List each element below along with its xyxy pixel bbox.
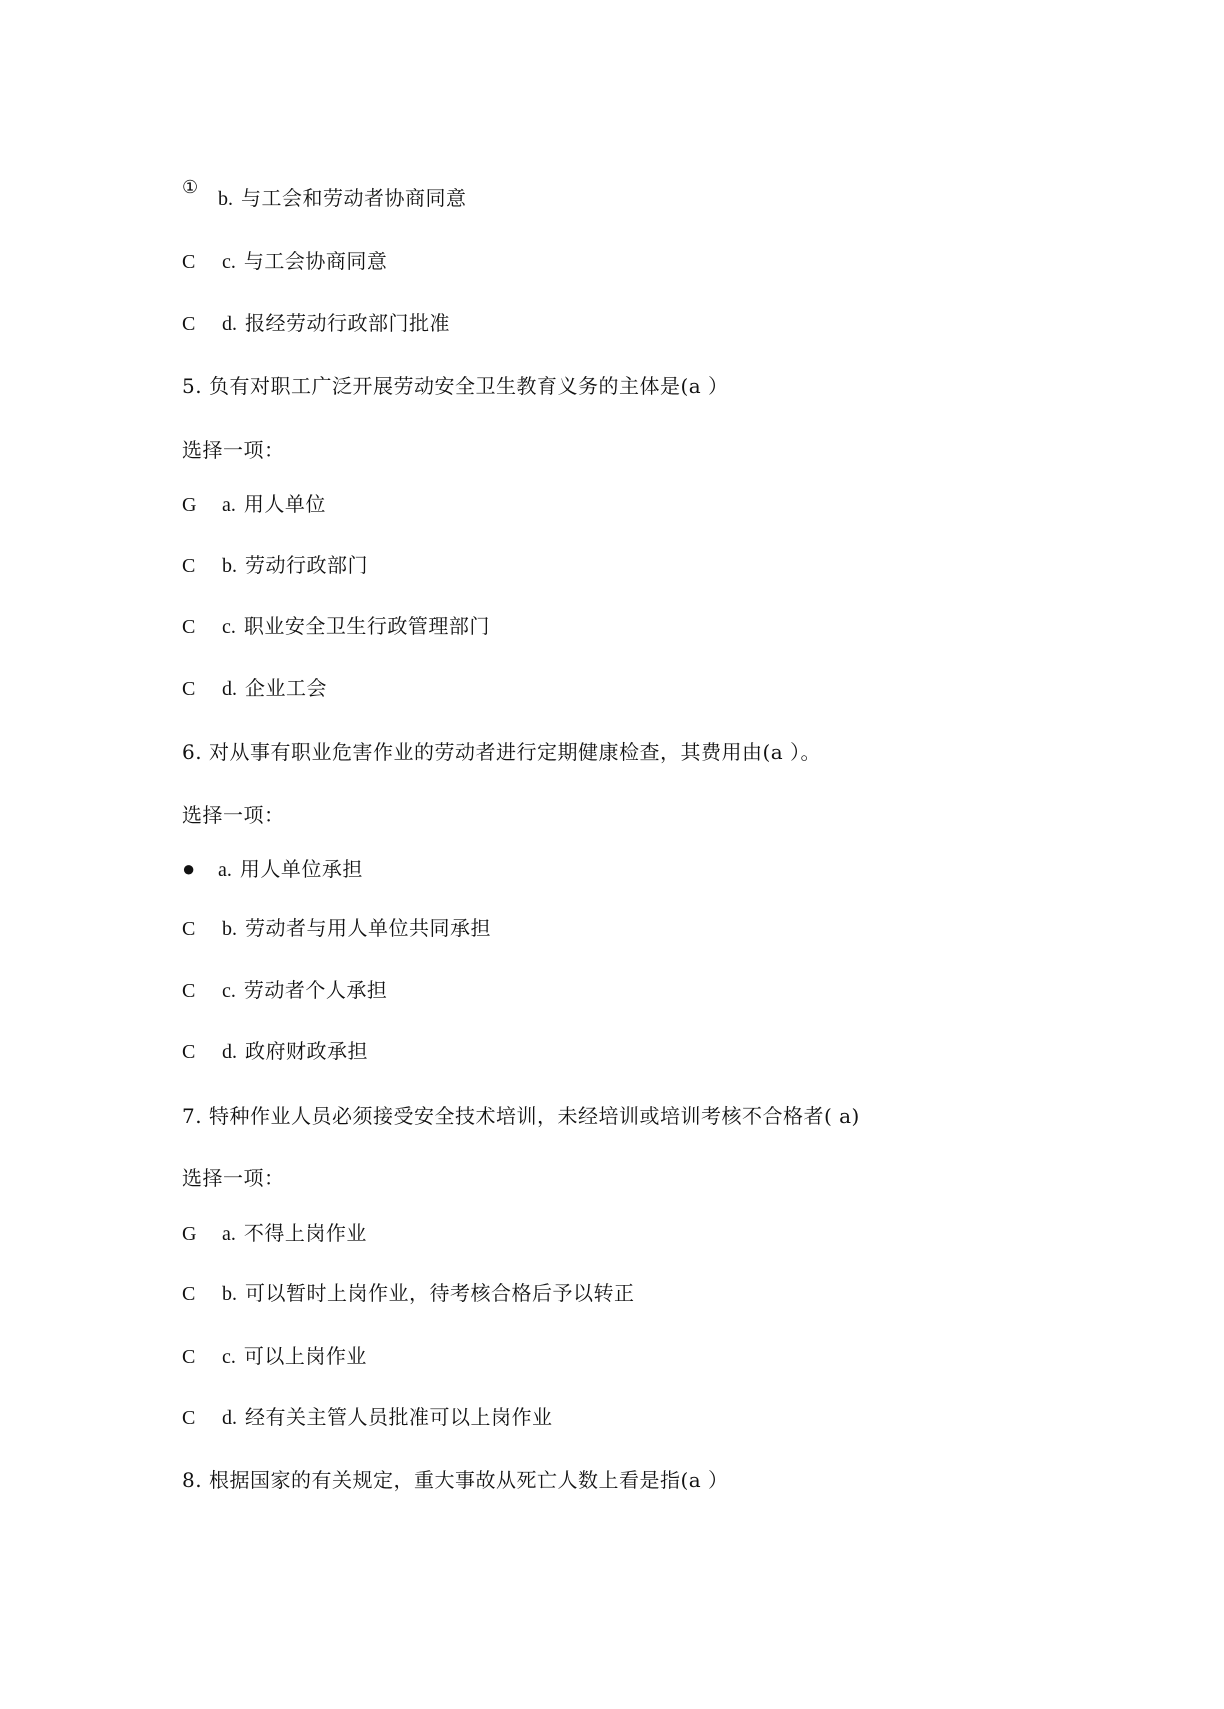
choose-one-label <box>182 436 285 464</box>
option-letter: c. <box>222 616 236 638</box>
choose-one-label <box>182 1164 285 1192</box>
option-d-line <box>182 1403 553 1432</box>
option-b-line <box>182 1279 635 1308</box>
option-b-line <box>182 177 467 213</box>
option-letter: b. <box>222 918 237 940</box>
radio-marker: C <box>182 251 196 273</box>
radio-marker: C <box>182 555 196 577</box>
choose-one-label <box>182 801 285 829</box>
radio-marker: G <box>182 1223 197 1245</box>
circled-one-marker: ① <box>182 177 199 197</box>
option-letter: d. <box>222 678 237 700</box>
choose-one-text: 选择一项： <box>182 438 285 462</box>
option-text: 劳动者与用人单位共同承担 <box>245 916 491 940</box>
option-a-line <box>182 1219 367 1248</box>
option-letter: b. <box>218 188 233 210</box>
radio-marker: C <box>182 1407 196 1429</box>
radio-marker: C <box>182 616 196 638</box>
question-8 <box>182 1466 729 1494</box>
option-letter: d. <box>222 313 237 335</box>
option-text: 用人单位承担 <box>239 857 363 881</box>
option-c-line <box>182 1342 367 1371</box>
option-letter: a. <box>218 859 232 881</box>
option-letter: d. <box>222 1407 237 1429</box>
option-text: 企业工会 <box>245 676 327 700</box>
option-text: 劳动行政部门 <box>245 553 368 577</box>
option-c-line <box>182 247 387 276</box>
radio-marker: C <box>182 313 196 335</box>
option-letter: c. <box>222 251 236 273</box>
option-letter: b. <box>222 1283 237 1305</box>
question-7 <box>182 1102 860 1130</box>
option-c-line <box>182 976 387 1005</box>
option-letter: c. <box>222 980 236 1002</box>
option-letter: c. <box>222 1346 236 1368</box>
option-letter: a. <box>222 1223 236 1245</box>
option-letter: a. <box>222 494 236 516</box>
option-b-line <box>182 551 368 580</box>
option-text: 不得上岗作业 <box>243 1221 367 1245</box>
option-c-line <box>182 612 490 641</box>
filled-bullet-marker: ● <box>182 856 196 881</box>
radio-marker: G <box>182 494 197 516</box>
radio-marker: C <box>182 1346 196 1368</box>
option-d-line <box>182 674 327 703</box>
radio-marker: C <box>182 678 196 700</box>
option-text: 职业安全卫生行政管理部门 <box>243 614 490 638</box>
option-letter: b. <box>222 555 237 577</box>
option-text: 与工会和劳动者协商同意 <box>241 186 467 210</box>
radio-marker: C <box>182 1041 196 1063</box>
option-text: 可以暂时上岗作业，待考核合格后予以转正 <box>245 1281 635 1305</box>
option-a-line <box>182 855 363 884</box>
question-text: 8. 根据国家的有关规定，重大事故从死亡人数上看是指(a ） <box>182 1468 729 1492</box>
question-6 <box>182 738 821 766</box>
question-text: 7. 特种作业人员必须接受安全技术培训，未经培训或培训考核不合格者( a) <box>182 1104 860 1128</box>
radio-marker: C <box>182 918 196 940</box>
option-text: 经有关主管人员批准可以上岗作业 <box>245 1405 553 1429</box>
choose-one-text: 选择一项： <box>182 1166 285 1190</box>
option-d-line <box>182 1037 368 1066</box>
option-letter: d. <box>222 1041 237 1063</box>
option-text: 用人单位 <box>243 492 326 516</box>
radio-marker: C <box>182 1283 196 1305</box>
option-text: 政府财政承担 <box>245 1039 368 1063</box>
option-text: 可以上岗作业 <box>243 1344 367 1368</box>
option-b-line <box>182 914 491 943</box>
choose-one-text: 选择一项： <box>182 803 285 827</box>
question-5 <box>182 372 729 400</box>
option-text: 报经劳动行政部门批准 <box>245 311 450 335</box>
radio-marker: C <box>182 980 196 1002</box>
option-text: 劳动者个人承担 <box>243 978 388 1002</box>
question-text: 6. 对从事有职业危害作业的劳动者进行定期健康检查，其费用由(a ）。 <box>182 740 822 764</box>
option-a-line <box>182 490 326 519</box>
option-d-line <box>182 309 450 338</box>
question-text: 5. 负有对职工广泛开展劳动安全卫生教育义务的主体是(a ） <box>182 374 729 398</box>
option-text: 与工会协商同意 <box>243 249 388 273</box>
